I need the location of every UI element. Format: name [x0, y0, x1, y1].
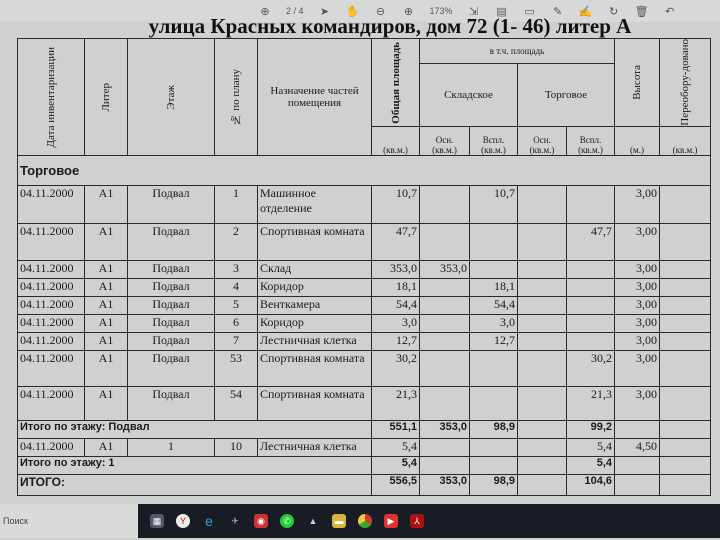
cell-total: 47,7	[372, 223, 420, 260]
cell-t_main	[518, 223, 567, 260]
cell: 4,50	[615, 438, 660, 456]
cell	[518, 474, 567, 495]
cell-liter: А1	[85, 185, 128, 223]
cell: 353,0	[420, 420, 470, 438]
cell: 04.11.2000	[18, 438, 85, 456]
cell-s_aux: 18,1	[470, 278, 518, 296]
cell: 98,9	[470, 420, 518, 438]
cell-s_aux: 12,7	[470, 332, 518, 350]
cell	[615, 456, 660, 474]
cell-floor: Подвал	[128, 296, 215, 314]
app-icon[interactable]: ✈	[231, 515, 239, 526]
cell-re	[660, 386, 711, 420]
cell-t_aux: 21,3	[567, 386, 615, 420]
cell-s_aux: 3,0	[470, 314, 518, 332]
cell-t_aux	[567, 185, 615, 223]
cell-height: 3,00	[615, 296, 660, 314]
cell-purpose: Машинное отделение	[258, 185, 372, 223]
cell	[420, 456, 470, 474]
cell-date: 04.11.2000	[18, 386, 85, 420]
cell: 353,0	[420, 474, 470, 495]
cell-num: 6	[215, 314, 258, 332]
cell-floor: Подвал	[128, 332, 215, 350]
cell-floor: Подвал	[128, 185, 215, 223]
cell: 98,9	[470, 474, 518, 495]
cell: 5,4	[567, 456, 615, 474]
cell-height: 3,00	[615, 223, 660, 260]
cell-re	[660, 185, 711, 223]
cell-s_main	[420, 296, 470, 314]
hand-tool-icon[interactable]: ✋	[345, 5, 360, 18]
cell-re	[660, 296, 711, 314]
cell-t_aux	[567, 278, 615, 296]
cell-purpose: Склад	[258, 260, 372, 278]
cell	[518, 456, 567, 474]
cell-total: 54,4	[372, 296, 420, 314]
cell-t_aux	[567, 314, 615, 332]
grand-total-label: ИТОГО:	[18, 474, 372, 495]
cell-total: 30,2	[372, 350, 420, 386]
header-floor: Этаж	[128, 39, 215, 156]
header-num: № по плану	[215, 39, 258, 156]
cell-liter: А1	[85, 350, 128, 386]
cell-total: 21,3	[372, 386, 420, 420]
cell-total: 12,7	[372, 332, 420, 350]
area-table	[17, 38, 711, 496]
cell-t_aux: 30,2	[567, 350, 615, 386]
select-cursor-icon[interactable]: ➤	[319, 5, 330, 18]
cell-s_aux: 10,7	[470, 185, 518, 223]
header-purpose: Назначение частей помещения	[258, 39, 372, 156]
cell-liter: А1	[85, 332, 128, 350]
sign-icon[interactable]: ✍	[578, 5, 593, 18]
cell-s_aux	[470, 223, 518, 260]
cell-liter: А1	[85, 260, 128, 278]
cell-s_main	[420, 185, 470, 223]
cell-purpose: Венткамера	[258, 296, 372, 314]
cell	[420, 438, 470, 456]
cell	[518, 438, 567, 456]
comment-icon[interactable]: ▭	[524, 5, 535, 18]
zoom-out-icon[interactable]: ⊖	[375, 5, 386, 18]
cell-purpose: Коридор	[258, 278, 372, 296]
section-title: Торговое	[18, 155, 711, 185]
cell-t_main	[518, 278, 567, 296]
chrome-icon[interactable]	[358, 514, 372, 528]
presentation-icon[interactable]: ▶	[384, 514, 398, 528]
cell	[615, 420, 660, 438]
cell-height: 3,00	[615, 260, 660, 278]
cell-t_aux	[567, 332, 615, 350]
cell-num: 5	[215, 296, 258, 314]
header-total: Общая площадь	[372, 39, 420, 127]
cell-t_main	[518, 185, 567, 223]
cell-t_main	[518, 386, 567, 420]
cell	[660, 474, 711, 495]
cell-purpose: Коридор	[258, 314, 372, 332]
cell	[660, 420, 711, 438]
cell-purpose: Лестничная клетка	[258, 332, 372, 350]
cell	[470, 456, 518, 474]
cell: Лестничная клетка	[258, 438, 372, 456]
cell-total: 18,1	[372, 278, 420, 296]
cell-floor: Подвал	[128, 223, 215, 260]
cell-date: 04.11.2000	[18, 314, 85, 332]
document-title: улица Красных командиров, дом 72 (1- 46) литер А	[148, 14, 632, 38]
header-incl: в т.ч. площадь	[420, 39, 615, 64]
unit: Вспл. (кв.м.)	[567, 126, 615, 155]
cell-t_main	[518, 260, 567, 278]
header-reequip: Переобору-довано	[660, 39, 711, 127]
cell-re	[660, 223, 711, 260]
cell-re	[660, 314, 711, 332]
cell-height: 3,00	[615, 278, 660, 296]
cell-s_main	[420, 332, 470, 350]
taskbar-search[interactable]: Поиск	[0, 504, 138, 538]
cell-date: 04.11.2000	[18, 260, 85, 278]
cell: 99,2	[567, 420, 615, 438]
cell: 556,5	[372, 474, 420, 495]
cell-s_main	[420, 350, 470, 386]
cell: 5,4	[567, 438, 615, 456]
acrobat-icon[interactable]: ⅄	[410, 514, 424, 528]
cell-t_main	[518, 314, 567, 332]
cell-num: 2	[215, 223, 258, 260]
table-row	[18, 278, 711, 296]
taskbar	[0, 504, 720, 538]
cell-num: 53	[215, 350, 258, 386]
header-trade: Торговое	[518, 63, 615, 126]
cell-height: 3,00	[615, 314, 660, 332]
table-row	[18, 185, 711, 223]
cell-total: 3,0	[372, 314, 420, 332]
cell-s_main: 353,0	[420, 260, 470, 278]
cell-num: 1	[215, 185, 258, 223]
cell-date: 04.11.2000	[18, 278, 85, 296]
cell-purpose: Спортивная комната	[258, 350, 372, 386]
cell-re	[660, 350, 711, 386]
cell-num: 54	[215, 386, 258, 420]
unit: (кв.м.)	[660, 126, 711, 155]
cell	[660, 438, 711, 456]
table-row	[18, 314, 711, 332]
cell-t_main	[518, 350, 567, 386]
table-row	[18, 332, 711, 350]
pen-icon[interactable]: ✎	[552, 5, 563, 18]
cell-date: 04.11.2000	[18, 296, 85, 314]
rotate-icon[interactable]: ↻	[608, 5, 619, 18]
table-row	[18, 296, 711, 314]
cell	[615, 474, 660, 495]
cell: 1	[128, 438, 215, 456]
scanner-icon[interactable]: ▲	[308, 516, 318, 526]
unit: Вспл. (кв.м.)	[470, 126, 518, 155]
media-app-icon[interactable]: ◉	[254, 514, 268, 528]
cell-purpose: Спортивная комната	[258, 386, 372, 420]
cell: 5,4	[372, 456, 420, 474]
cell-total: 353,0	[372, 260, 420, 278]
cell-height: 3,00	[615, 386, 660, 420]
whatsapp-icon[interactable]: ✆	[280, 514, 294, 528]
cell-t_main	[518, 296, 567, 314]
cell-s_main	[420, 223, 470, 260]
table-row	[18, 350, 711, 386]
cell-date: 04.11.2000	[18, 332, 85, 350]
cell-s_aux	[470, 386, 518, 420]
cell-total: 10,7	[372, 185, 420, 223]
subtotal-label: Итого по этажу: 1	[18, 456, 372, 474]
cell-date: 04.11.2000	[18, 185, 85, 223]
cell-liter: А1	[85, 278, 128, 296]
trash-icon[interactable]: 🗑	[634, 5, 649, 18]
cell-s_main	[420, 314, 470, 332]
cell-height: 3,00	[615, 185, 660, 223]
cell-s_aux	[470, 260, 518, 278]
header-storage: Складское	[420, 63, 518, 126]
table-row	[18, 260, 711, 278]
cell	[660, 456, 711, 474]
cell-re	[660, 278, 711, 296]
unit: (кв.м.)	[372, 126, 420, 155]
cell-t_aux	[567, 296, 615, 314]
task-view-icon[interactable]: ▦	[150, 514, 164, 528]
cell-t_main	[518, 332, 567, 350]
page-up-icon[interactable]: ⊕	[260, 5, 270, 18]
cell-floor: Подвал	[128, 386, 215, 420]
cell-floor: Подвал	[128, 350, 215, 386]
cell-s_main	[420, 386, 470, 420]
scroll-mode-icon[interactable]: ▤	[496, 5, 507, 18]
zoom-in-icon[interactable]: ⊕	[403, 5, 414, 18]
unit: Осн. (кв.м.)	[420, 126, 470, 155]
cell-liter: А1	[85, 314, 128, 332]
cell-height: 3,00	[615, 350, 660, 386]
cell-t_aux	[567, 260, 615, 278]
cell-date: 04.11.2000	[18, 223, 85, 260]
cell: А1	[85, 438, 128, 456]
cell-floor: Подвал	[128, 260, 215, 278]
file-explorer-icon[interactable]: ▬	[332, 514, 346, 528]
cell-height: 3,00	[615, 332, 660, 350]
cell-liter: А1	[85, 386, 128, 420]
subtotal-label: Итого по этажу: Подвал	[18, 420, 372, 438]
cell: 5,4	[372, 438, 420, 456]
cell: 10	[215, 438, 258, 456]
yandex-browser-icon[interactable]: Y	[176, 514, 190, 528]
table-row	[18, 223, 711, 260]
cell	[470, 438, 518, 456]
fit-page-icon[interactable]: ⇲	[468, 5, 479, 18]
cell-num: 3	[215, 260, 258, 278]
cell-t_aux: 47,7	[567, 223, 615, 260]
cell-s_aux	[470, 350, 518, 386]
cell-s_aux: 54,4	[470, 296, 518, 314]
header-liter: Литер	[85, 39, 128, 156]
cell-liter: А1	[85, 296, 128, 314]
cell-re	[660, 260, 711, 278]
edge-icon[interactable]: e	[205, 513, 213, 529]
table-row	[18, 386, 711, 420]
cell: 551,1	[372, 420, 420, 438]
cell-date: 04.11.2000	[18, 350, 85, 386]
unit: (м.)	[615, 126, 660, 155]
header-height: Высота	[615, 39, 660, 127]
cell-floor: Подвал	[128, 314, 215, 332]
zoom-level[interactable]: 173%	[429, 6, 453, 16]
cell-num: 4	[215, 278, 258, 296]
cell	[518, 420, 567, 438]
cell-re	[660, 332, 711, 350]
cell-s_main	[420, 278, 470, 296]
page-indicator[interactable]: 2 / 4	[286, 6, 304, 16]
cell-purpose: Спортивная комната	[258, 223, 372, 260]
cell: 104,6	[567, 474, 615, 495]
cell-floor: Подвал	[128, 278, 215, 296]
cell-liter: А1	[85, 223, 128, 260]
header-date: Дата инвентаризации	[18, 39, 85, 156]
cell-num: 7	[215, 332, 258, 350]
unit: Осн. (кв.м.)	[518, 126, 567, 155]
taskbar-apps	[138, 504, 720, 538]
undo-icon[interactable]: ↶	[664, 5, 675, 18]
